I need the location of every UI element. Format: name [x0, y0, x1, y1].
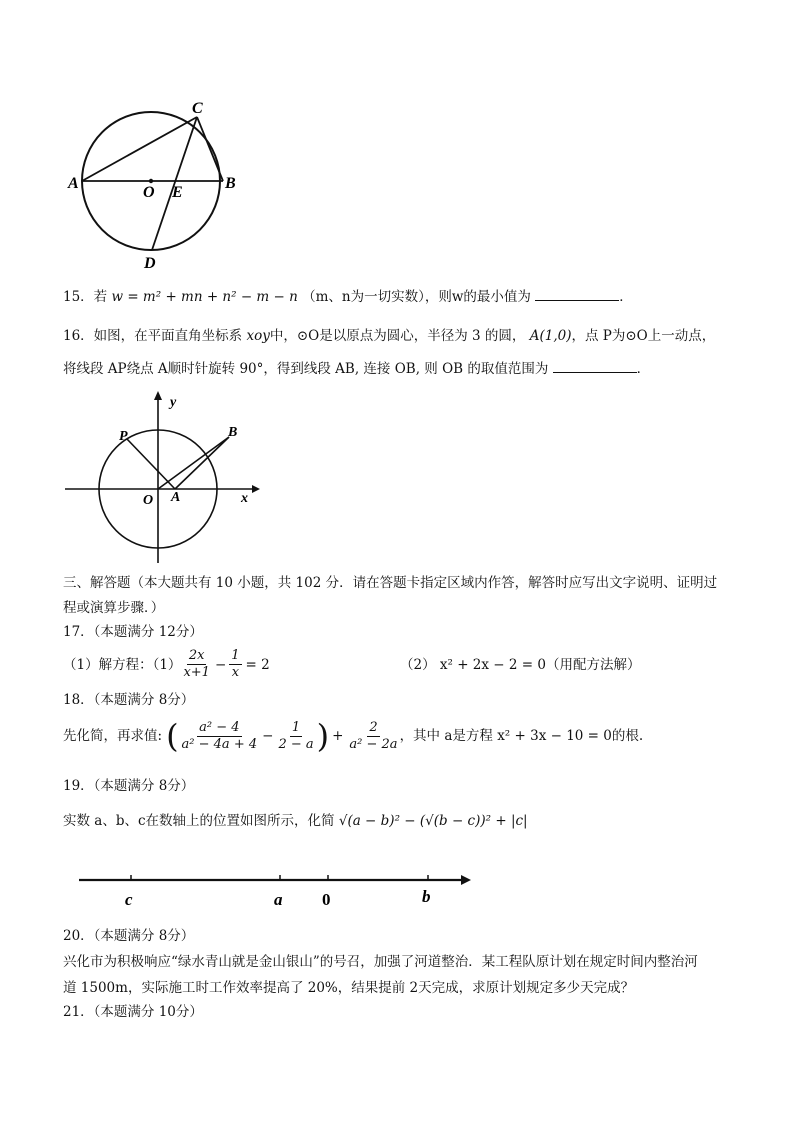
paren-close: ) [316, 717, 330, 755]
q16-end: ． [636, 361, 651, 377]
q17-part2: （2） x² + 2x − 2 = 0（用配方法解） [400, 657, 641, 673]
question-16-line2 [63, 359, 650, 379]
denominator: a² − 4a + 4 [181, 736, 258, 752]
label-B: B [228, 425, 238, 440]
fraction [181, 648, 212, 681]
q16-text-e: ，点 P为⊙O上一动点， [571, 328, 716, 344]
q17-part1 [63, 648, 270, 681]
numerator: 1 [231, 648, 240, 663]
numerator: a² − 4 [199, 719, 240, 735]
q17-heading: 17．（本题满分 12分） [63, 624, 203, 640]
label-D: D [144, 255, 156, 272]
circle-figure-q14 [60, 95, 270, 275]
q20-line1: 兴化市为积极响应“绿水青山就是金山银山”的号召，加强了河道整治．某工程队原计划在规定时间内整治河 [63, 954, 698, 970]
answer-blank[interactable] [553, 360, 637, 373]
q20-line2: 道 1500m，实际施工时工作效率提高了 20%，结果提前 2天完成，求原计划规定多少天完成？ [63, 980, 635, 996]
q19-lead: 实数 a、b、c在数轴上的位置如图所示，化简 [63, 813, 335, 829]
q18-body [63, 716, 643, 756]
q17-part1-label: （1）解方程：（1） [63, 656, 182, 673]
q16-text-a: 16．如图，在平面直角坐标系 [63, 328, 243, 344]
label-O: O [143, 493, 154, 508]
q18-tail: ，其中 a是方程 x² + 3x − 10 = 0的根. [399, 728, 644, 744]
denominator: a² − 2a [349, 736, 398, 752]
section-3-heading: 三、解答题（本大题共有 10 小题，共 102 分．请在答题卡指定区域内作答，解答时应写出文字说明、证明过 [63, 575, 718, 591]
q18-lead: 先化简，再求值: [63, 728, 163, 744]
label-P: P [119, 429, 128, 444]
q21-heading: 21．（本题满分 10分） [63, 1004, 203, 1020]
label-O: O [143, 184, 155, 201]
minus-sign: − [214, 656, 227, 673]
fraction [180, 720, 260, 753]
numerator: 2 [369, 719, 378, 735]
numerator: 2x [188, 648, 205, 663]
label-b: b [422, 887, 431, 906]
axis-label-x: x [241, 491, 248, 506]
q19-heading: 19．（本题满分 8分） [63, 778, 195, 794]
q16-point-a: A(1,0) [529, 328, 572, 344]
label-zero: 0 [322, 890, 331, 909]
minus-sign: − [262, 728, 274, 744]
label-B: B [225, 175, 236, 192]
axis-label-y: y [170, 395, 177, 410]
denominator: x+1 [183, 665, 210, 680]
q15-end: ． [619, 289, 633, 305]
numerator: 1 [291, 719, 301, 735]
denominator: 2 − a [278, 736, 314, 752]
q18-heading: 18．（本题满分 8分） [63, 692, 195, 708]
equals-part: = 2 [245, 656, 270, 673]
fraction [229, 648, 241, 681]
q15-expression: w = m² + mn + n² − m − n [111, 289, 298, 305]
fraction [347, 720, 399, 753]
label-C: C [192, 100, 203, 117]
label-A: A [171, 490, 181, 505]
label-E: E [172, 184, 183, 201]
q20-heading: 20．（本题满分 8分） [63, 928, 195, 944]
question-16-line1 [63, 326, 715, 346]
label-A: A [68, 175, 79, 192]
number-line-figure [75, 862, 475, 912]
q19-body [63, 811, 528, 831]
q16-text-b: xoy [246, 328, 270, 344]
q15-tail: w的最小值为 [451, 289, 531, 305]
section-3-heading-cont: 程或演算步骤．） [63, 600, 165, 616]
q16-text-line2: 将线段 AP绕点 A顺时针旋转 90°，得到线段 AB, 连接 OB, 则 OB 的取值范围为 [63, 361, 549, 377]
denominator: x [231, 665, 240, 680]
q15-condition: （m、n为一切实数），则 [302, 289, 452, 305]
label-a: a [274, 890, 283, 909]
answer-blank[interactable] [535, 288, 619, 301]
q15-number: 15．若 [63, 289, 108, 305]
question-15 [63, 287, 633, 307]
fraction [276, 720, 315, 753]
label-c: c [125, 890, 133, 909]
q16-text-c: 中，⊙O是以原点为圆心，半径为 3 的圆， [269, 328, 526, 344]
plus-sign: + [332, 728, 344, 744]
q19-expression: √(a − b)² − (√(b − c))² + |c| [338, 813, 528, 829]
paren-open: ( [166, 717, 179, 755]
coordinate-figure-q16 [60, 388, 270, 568]
